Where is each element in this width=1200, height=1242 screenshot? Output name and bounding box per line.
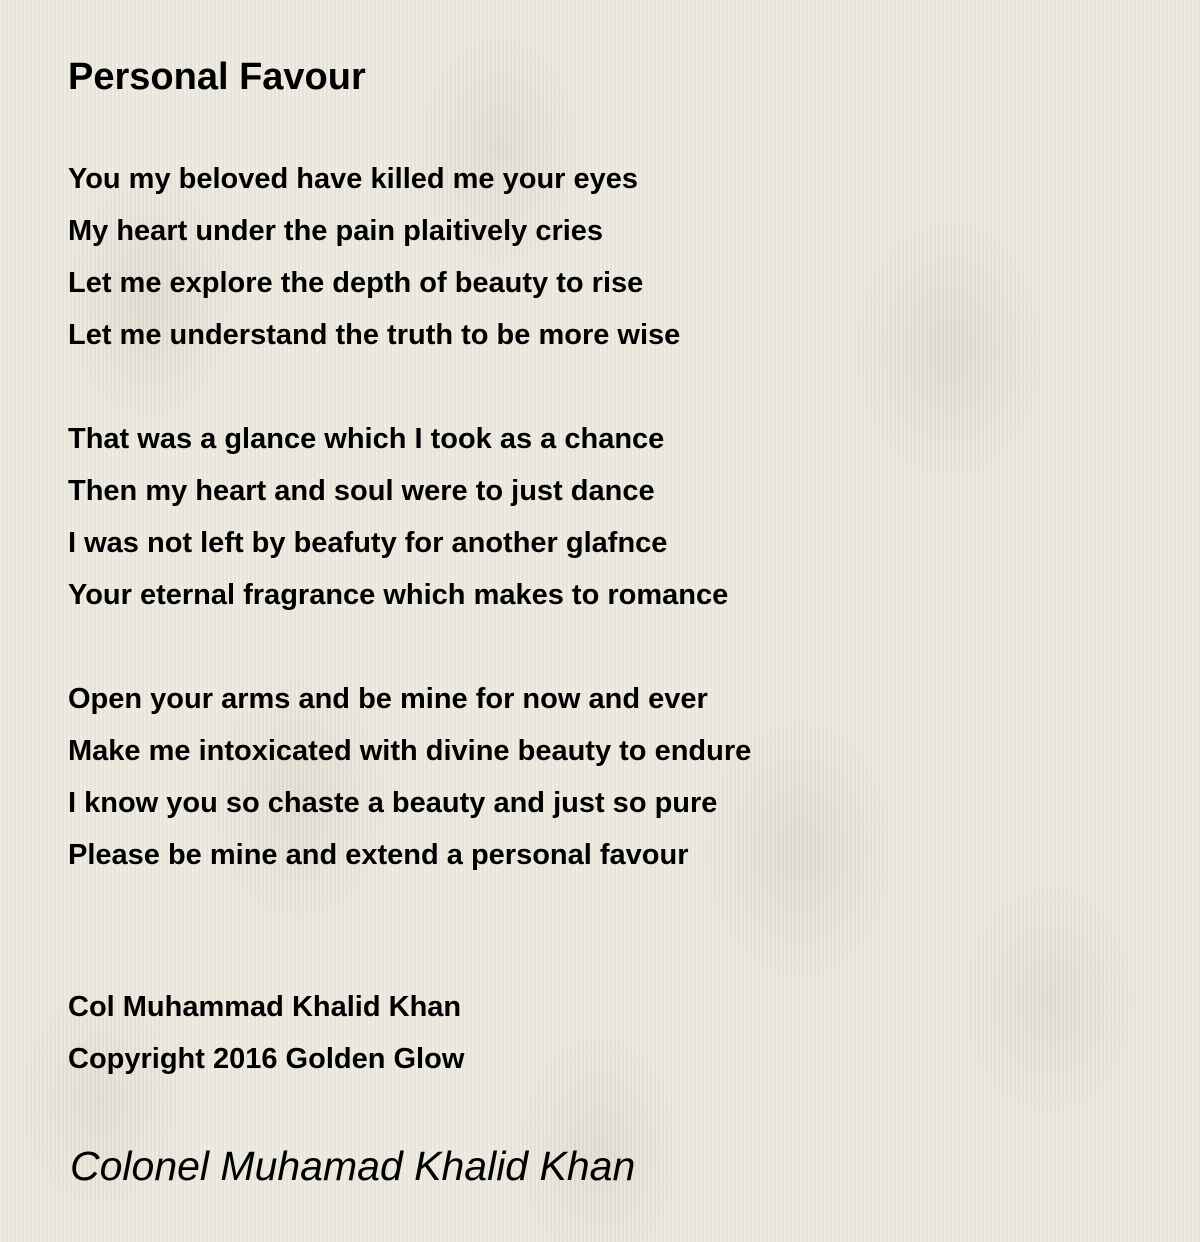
stanza-1 xyxy=(68,153,1128,361)
poem-credits xyxy=(68,981,464,1085)
poem-line: Let me understand the truth to be more wise xyxy=(68,319,681,351)
poem-line: Make me intoxicated with divine beauty to endure xyxy=(68,735,752,767)
poem-line: I was not left by beafuty for another glafnce xyxy=(68,527,668,559)
poem-line: Your eternal fragrance which makes to romance xyxy=(68,579,729,611)
stanza-2 xyxy=(68,413,1128,621)
author-name: Col Muhammad Khalid Khan xyxy=(68,991,462,1023)
poem-line: Then my heart and soul were to just dance xyxy=(68,475,655,507)
poem-line: Please be mine and extend a personal favour xyxy=(68,839,689,871)
poem-body xyxy=(68,153,1128,933)
poem-line: Open your arms and be mine for now and ever xyxy=(68,683,708,715)
author-signature: Colonel Muhamad Khalid Khan xyxy=(70,1143,636,1189)
poem-line: Let me explore the depth of beauty to rise xyxy=(68,267,644,299)
poem-title: Personal Favour xyxy=(68,56,366,98)
poem-line: You my beloved have killed me your eyes xyxy=(68,163,639,195)
poem-line: I know you so chaste a beauty and just so pure xyxy=(68,787,718,819)
poem-line: That was a glance which I took as a chance xyxy=(68,423,665,455)
copyright-notice: Copyright 2016 Golden Glow xyxy=(68,1043,465,1075)
stanza-3 xyxy=(68,673,1128,881)
poem-line: My heart under the pain plaitively cries xyxy=(68,215,604,247)
